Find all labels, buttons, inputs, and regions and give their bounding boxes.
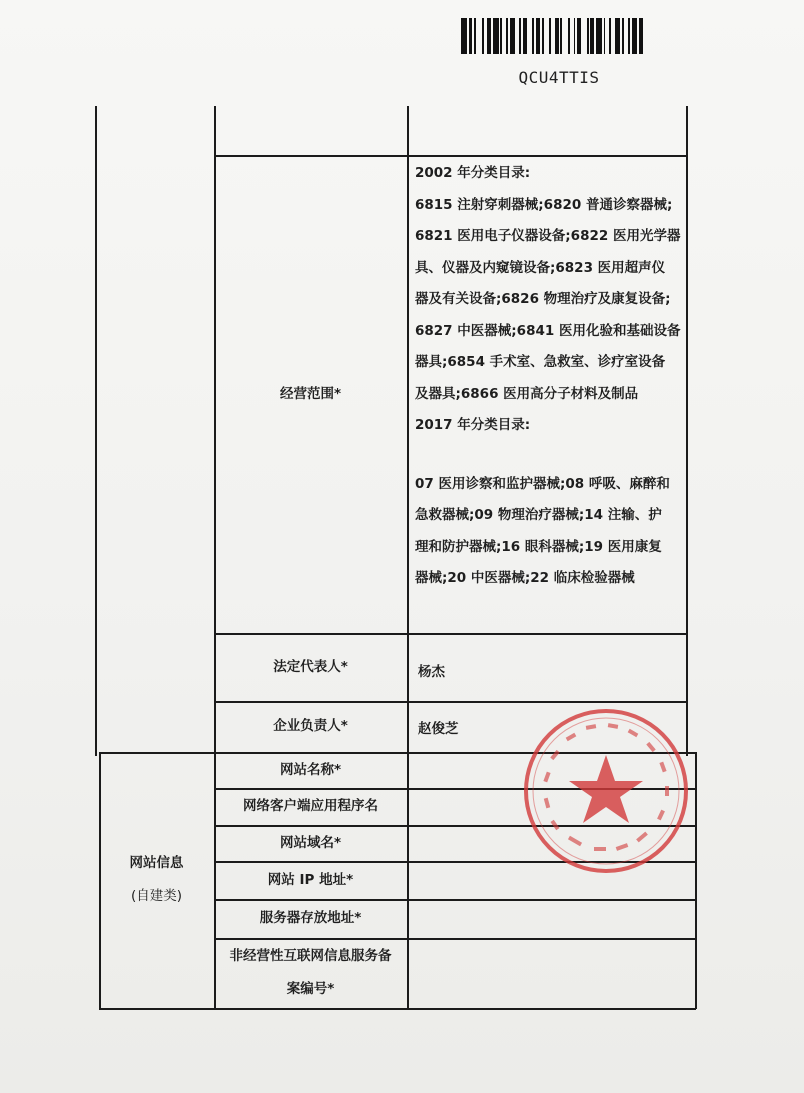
- scope-line: 07 医用诊察和监护器械;08 呼吸、麻醉和: [415, 475, 670, 492]
- ip-label: 网站 IP 地址*: [267, 872, 354, 888]
- scope-line: 2002 年分类目录:: [415, 165, 531, 181]
- domain-label: 网站域名*: [279, 835, 342, 851]
- website-info-label: 网站信息: [129, 855, 184, 871]
- website-info-sublabel: (自建类): [130, 888, 183, 904]
- server-location-label: 服务器存放地址*: [259, 910, 362, 926]
- business-scope-label: 经营范围*: [279, 386, 342, 402]
- company-head-value: 赵俊芝: [418, 721, 459, 737]
- legal-rep-value: 杨杰: [418, 664, 445, 680]
- barcode-icon: [461, 18, 645, 54]
- scope-line: 急救器械;09 物理治疗器械;14 注输、护: [415, 507, 662, 523]
- scope-line: 6821 医用电子仪器设备;6822 医用光学器: [415, 228, 681, 244]
- icp-record-label: 非经营性互联网信息服务备: [229, 948, 392, 964]
- scope-line: 6815 注射穿刺器械;6820 普通诊察器械;: [415, 196, 673, 213]
- scope-line: 6827 中医器械;6841 医用化验和基础设备: [415, 322, 681, 339]
- scope-line: 具、仪器及内窥镜设备;6823 医用超声仪: [415, 259, 666, 276]
- scope-line: 2017 年分类目录:: [415, 417, 531, 433]
- business-scope-text: [415, 158, 683, 595]
- icp-record-label-2: 案编号*: [286, 981, 335, 997]
- scope-line: 器械;20 中医器械;22 临床检验器械: [415, 570, 635, 586]
- scope-line: 器具;6854 手术室、急救室、诊疗室设备: [415, 354, 666, 370]
- scope-line: 理和防护器械;16 眼科器械;19 医用康复: [415, 538, 662, 555]
- website-name-label: 网站名称*: [279, 762, 342, 778]
- scope-line: 及器具;6866 医用高分子材料及制品: [415, 385, 639, 402]
- client-app-label: 网络客户端应用程序名: [243, 798, 378, 814]
- red-star-seal-icon: [520, 705, 692, 877]
- barcode-number: QCU4TTIS: [518, 68, 600, 87]
- legal-rep-label: 法定代表人*: [273, 659, 348, 675]
- scope-line: 器及有关设备;6826 物理治疗及康复设备;: [415, 291, 671, 307]
- company-head-label: 企业负责人*: [273, 718, 348, 734]
